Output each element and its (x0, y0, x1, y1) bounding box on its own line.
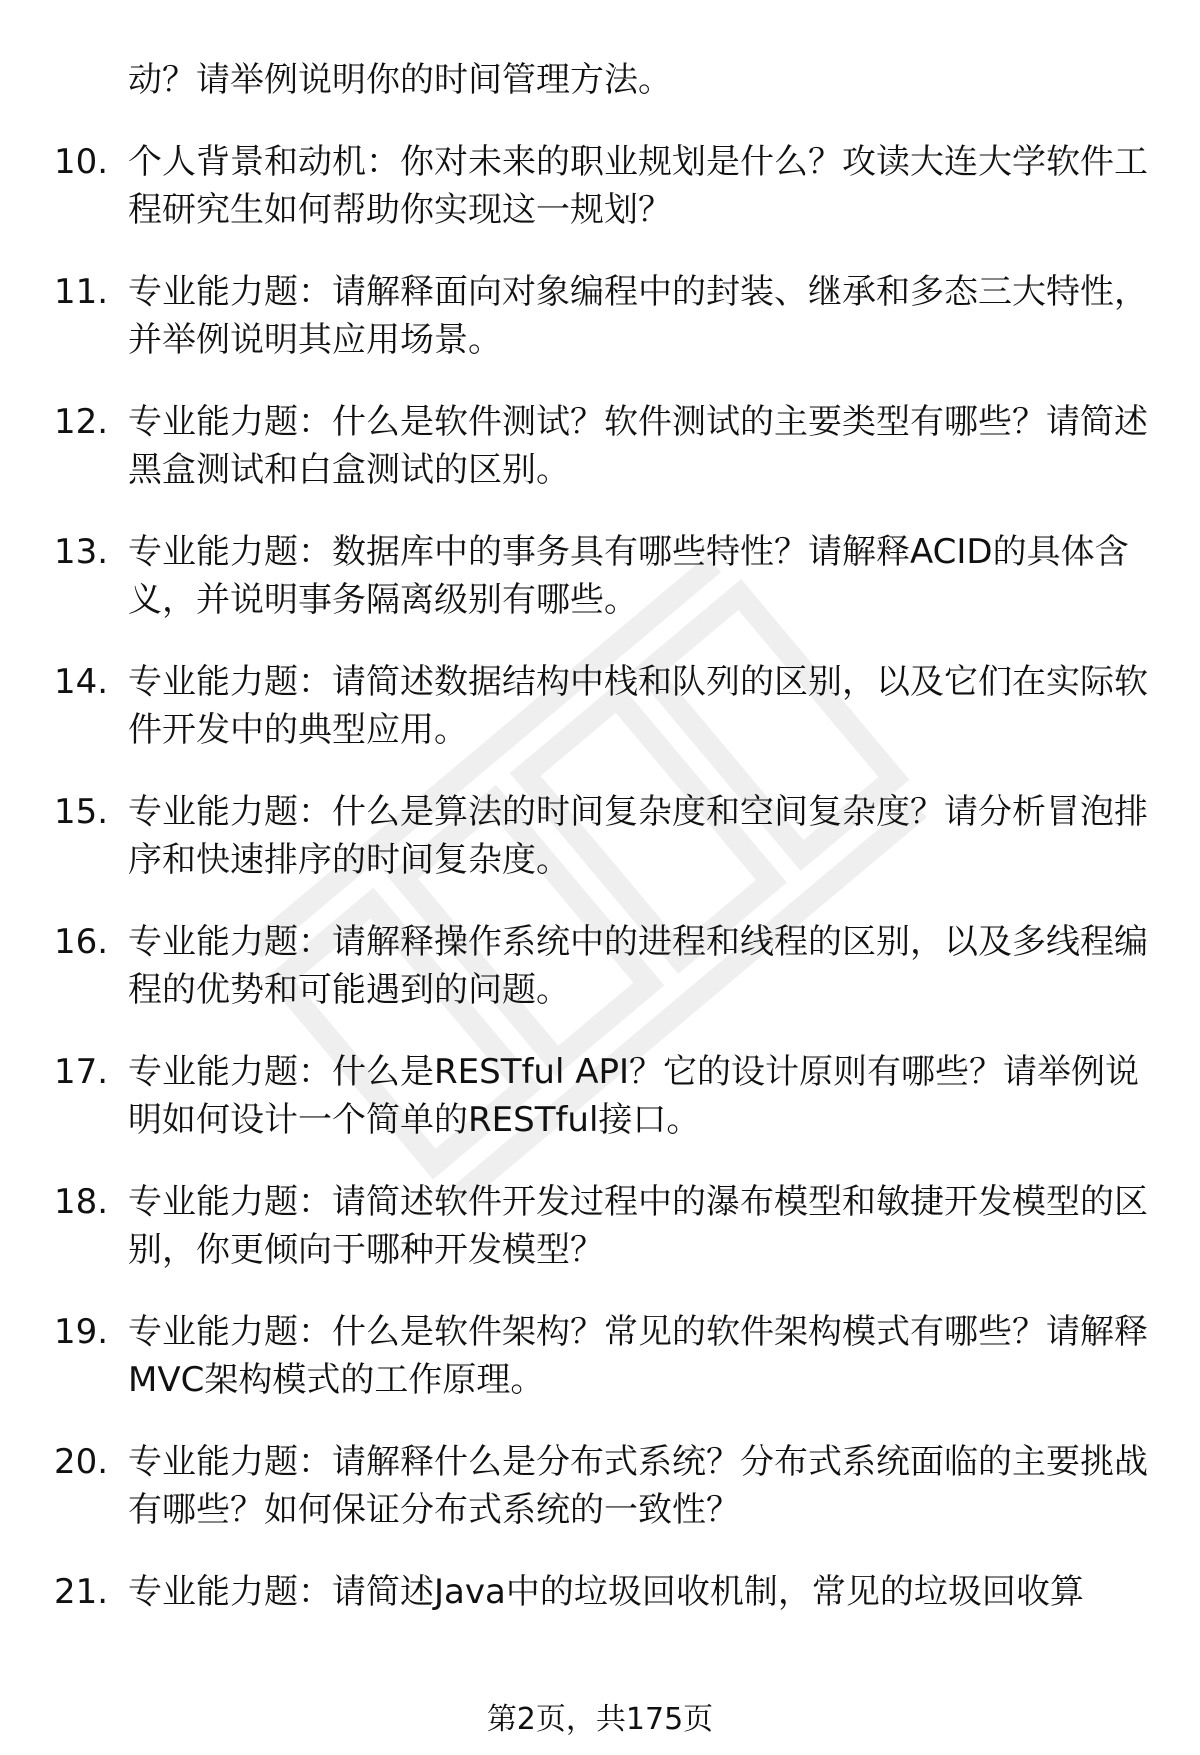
list-item (0, 658, 1200, 754)
list-item (0, 398, 1200, 494)
continued-text: 动？请举例说明你的时间管理方法。 (128, 60, 672, 100)
item-number: 16. (54, 922, 109, 962)
item-number: 12. (54, 402, 109, 442)
item-text: 专业能力题：什么是算法的时间复杂度和空间复杂度？请分析冒泡排序和快速排序的时间复杂度。 (128, 792, 1148, 880)
item-number: 11. (54, 272, 109, 312)
list-item (0, 528, 1200, 624)
item-number: 10. (54, 142, 109, 182)
list-item (0, 1568, 1200, 1616)
list-item (0, 1048, 1200, 1144)
item-number: 19. (54, 1312, 109, 1352)
list-item (0, 1308, 1200, 1404)
item-number: 15. (54, 792, 109, 832)
item-number: 21. (54, 1572, 109, 1612)
item-text: 个人背景和动机：你对未来的职业规划是什么？攻读大连大学软件工程研究生如何帮助你实现这一规划？ (128, 142, 1148, 230)
item-text: 专业能力题：请简述Java中的垃圾回收机制，常见的垃圾回收算 (128, 1572, 1084, 1612)
list-item (0, 788, 1200, 884)
item-text: 专业能力题：请解释操作系统中的进程和线程的区别，以及多线程编程的优势和可能遇到的问题。 (128, 922, 1148, 1010)
list-item (0, 918, 1200, 1014)
list-item (0, 1438, 1200, 1534)
list-item (0, 268, 1200, 364)
item-text: 专业能力题：数据库中的事务具有哪些特性？请解释ACID的具体含义，并说明事务隔离级别有哪些。 (128, 532, 1129, 620)
item-number: 14. (54, 662, 109, 702)
item-text: 专业能力题：请解释什么是分布式系统？分布式系统面临的主要挑战有哪些？如何保证分布式系统的一致性？ (128, 1442, 1148, 1530)
item-number: 18. (54, 1182, 109, 1222)
page-number-footer: 第2页，共175页 (486, 1702, 714, 1737)
item-text: 专业能力题：什么是RESTful API？它的设计原则有哪些？请举例说明如何设计一个简单的RESTful接口。 (128, 1052, 1140, 1140)
item-number: 20. (54, 1442, 109, 1482)
item-text: 专业能力题：请简述软件开发过程中的瀑布模型和敏捷开发模型的区别，你更倾向于哪种开发模型？ (128, 1182, 1148, 1270)
item-number: 17. (54, 1052, 109, 1092)
item-text: 专业能力题：什么是软件测试？软件测试的主要类型有哪些？请简述黑盒测试和白盒测试的区别。 (128, 402, 1148, 490)
list-item (0, 1178, 1200, 1274)
list-item (0, 138, 1200, 234)
question-list (0, 56, 1200, 1650)
item-text: 专业能力题：请简述数据结构中栈和队列的区别，以及它们在实际软件开发中的典型应用。 (128, 662, 1148, 750)
item-text: 专业能力题：请解释面向对象编程中的封装、继承和多态三大特性，并举例说明其应用场景。 (128, 272, 1148, 360)
item-text: 专业能力题：什么是软件架构？常见的软件架构模式有哪些？请解释MVC架构模式的工作原理。 (128, 1312, 1148, 1400)
item-number: 13. (54, 532, 109, 572)
